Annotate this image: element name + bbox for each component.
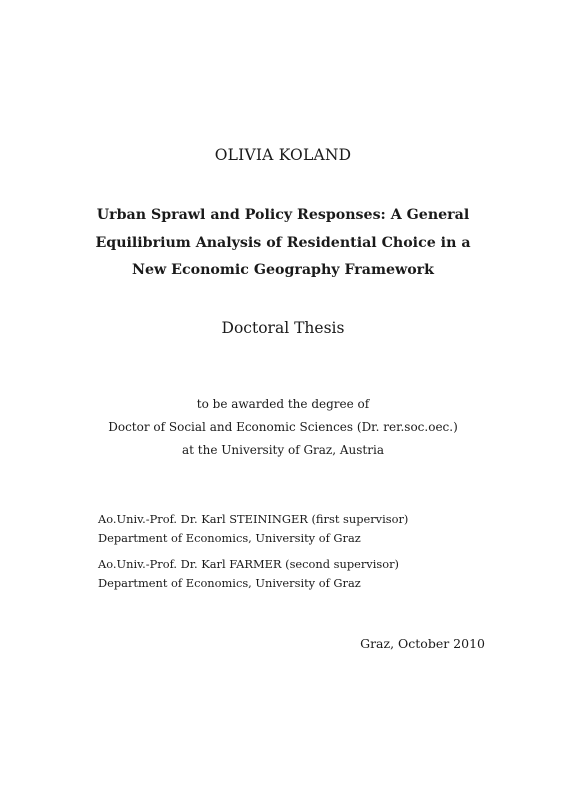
place-and-date: Graz, October 2010	[360, 636, 485, 651]
supervisor-name: Ao.Univ.-Prof. Dr. Karl FARMER (second supervisor)	[98, 557, 399, 571]
title-line: Equilibrium Analysis of Residential Choice in a	[95, 234, 471, 251]
thesis-title	[0, 202, 566, 285]
supervisor-affiliation: Department of Economics, University of Graz	[98, 575, 361, 590]
degree-line: Doctor of Social and Economic Sciences (Dr. rer.soc.oec.)	[108, 420, 458, 434]
second-supervisor	[98, 555, 399, 592]
degree-line: at the University of Graz, Austria	[182, 443, 384, 457]
supervisor-affiliation: Department of Economics, University of Graz	[98, 530, 361, 545]
degree-statement	[0, 393, 566, 462]
first-supervisor	[98, 510, 408, 547]
title-line: New Economic Geography Framework	[132, 262, 434, 278]
author-name: OLIVIA KOLAND	[214, 146, 352, 164]
thesis-type: Doctoral Thesis	[221, 319, 345, 337]
title-line: Urban Sprawl and Policy Responses: A General	[96, 207, 470, 223]
degree-line: to be awarded the degree of	[196, 397, 370, 411]
supervisor-name: Ao.Univ.-Prof. Dr. Karl STEININGER (first supervisor)	[98, 512, 409, 526]
